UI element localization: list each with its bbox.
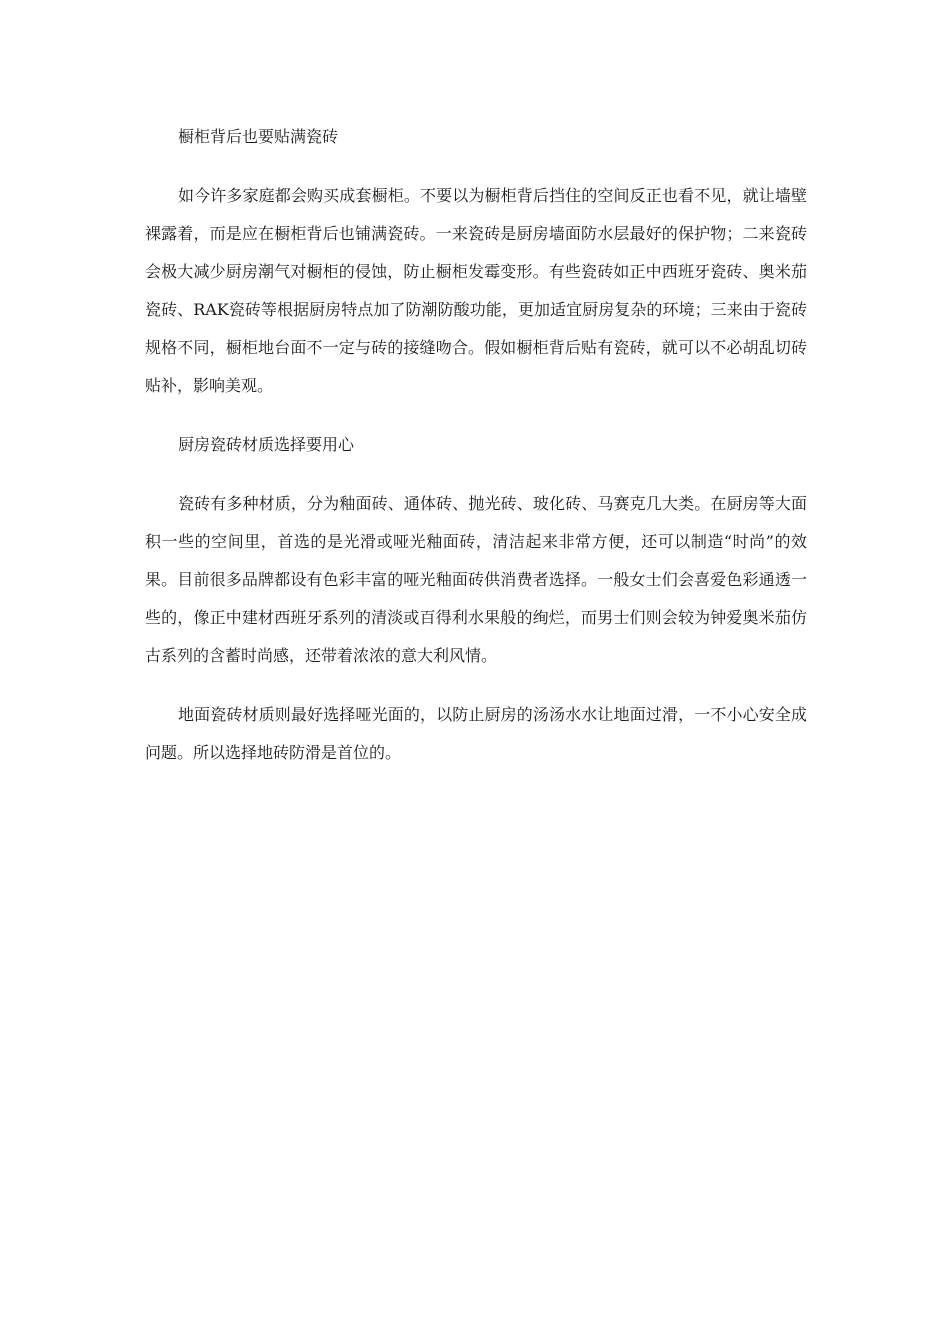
paragraph-cabinet-tiles: 如今许多家庭都会购买成套橱柜。不要以为橱柜背后挡住的空间反正也看不见，就让墙壁裸露着，而是应在橱柜背后也铺满瓷砖。一来瓷砖是厨房墙面防水层最好的保护物；二来瓷砖会极大减少厨房潮气对橱柜的侵蚀，防止橱柜发霉变形。有些瓷砖如正中西班牙瓷砖、奥米茄瓷砖、RAK瓷砖等根据厨房特点加了防潮防酸功能，更加适宜厨房复杂的环境；三来由于瓷砖规格不同，橱柜地台面不一定与砖的接缝吻合。假如橱柜背后贴有瓷砖，就可以不必胡乱切砖贴补，影响美观。 <box>145 186 807 395</box>
paragraph-floor-tile-material: 地面瓷砖材质则最好选择哑光面的，以防止厨房的汤汤水水让地面过滑，一不小心安全成问题。所以选择地砖防滑是首位的。 <box>145 705 807 762</box>
document-body <box>145 118 807 772</box>
paragraph-tile-material-types: 瓷砖有多种材质，分为釉面砖、通体砖、抛光砖、玻化砖、马赛克几大类。在厨房等大面积一些的空间里，首选的是光滑或哑光釉面砖，清洁起来非常方便，还可以制造“时尚”的效果。目前很多品牌都设有色彩丰富的哑光釉面砖供消费者选择。一般女士们会喜爱色彩通透一些的，像正中建材西班牙系列的清淡或百得利水果般的绚烂，而男士们则会较为钟爱奥米茄仿古系列的含蓄时尚感，还带着浓浓的意大利风情。 <box>145 494 807 665</box>
section-heading-tile-material: 厨房瓷砖材质选择要用心 <box>178 435 355 454</box>
section-heading-cabinet-tiles: 橱柜背后也要贴满瓷砖 <box>178 127 339 146</box>
